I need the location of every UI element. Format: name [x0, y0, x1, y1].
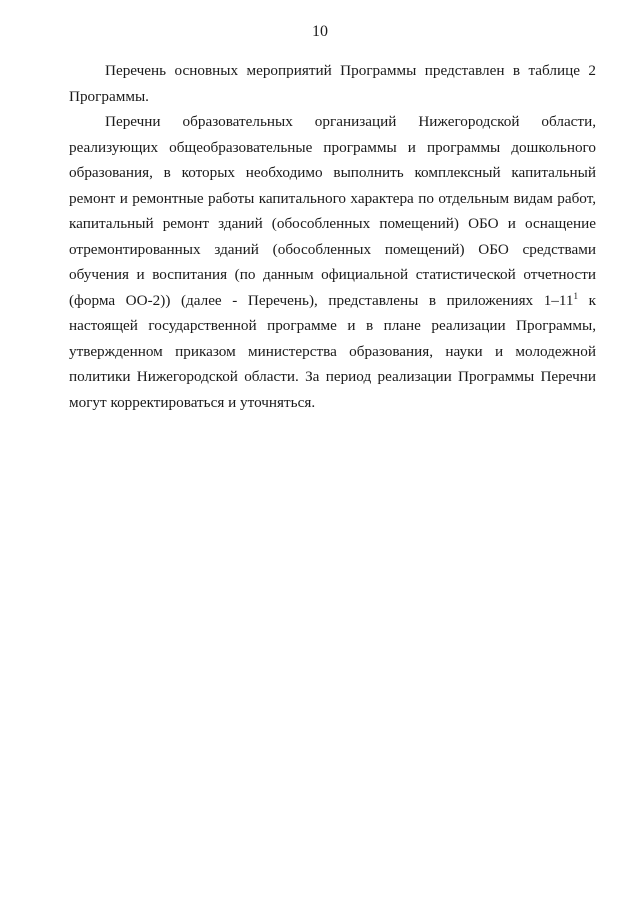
page-number: 10 [312, 23, 328, 40]
document-body [69, 58, 596, 415]
paragraph-text: Перечень основных мероприятий Программы представлен в таблице 2 Программы. [69, 62, 596, 105]
paragraph-program-activities [69, 58, 596, 109]
footnote-marker: 1 [573, 290, 579, 301]
paragraph-organization-lists [69, 109, 596, 415]
paragraph-text-before-footnote: Перечни образовательных организаций Нижегородской области, реализующих общеобразовательные программы и программы дошкольного образования, в которых необходимо выполнить комплексный капитальный ремонт и ремонтные работы капитального характера по отдельным видам работ, капитальный ремонт зданий (обособленных помещений) ОБО и оснащение отремонтированных зданий (обособленных помещений) ОБО средствами обучения и воспитания (по данным официальной статистической отчетности (форма ОО-2)) (далее - Перечень), представлены в приложениях 1–11 [69, 113, 596, 309]
paragraph-text-after-footnote: к настоящей государственной программе и в плане реализации Программы, утвержденном приказом министерства образования, науки и молодежной политики Нижегородской области. За период реализации Программы Перечни могут корректироваться и уточняться. [69, 291, 596, 411]
